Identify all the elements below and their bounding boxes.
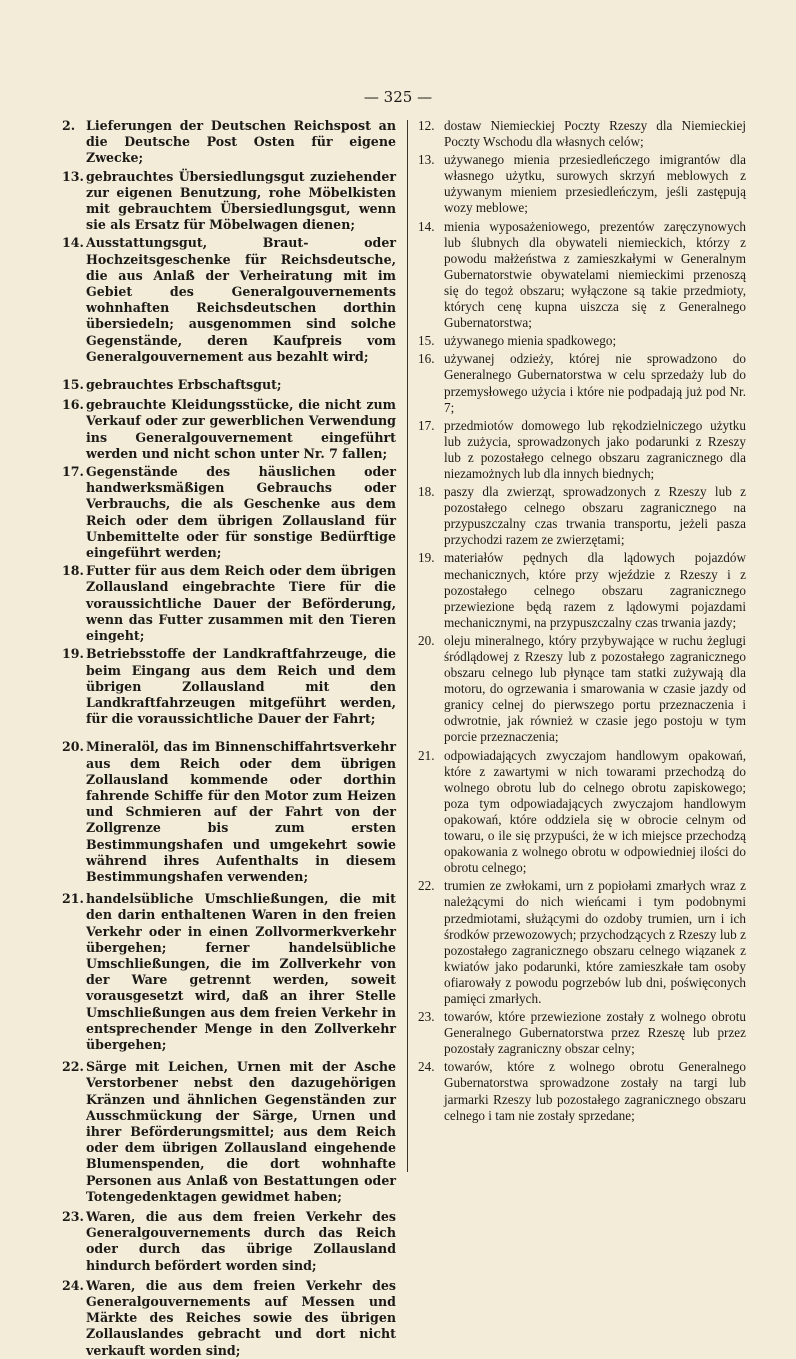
item-number: 24. [418, 1059, 435, 1075]
item-text: gebrauchtes Übersiedlungsgut zuziehender zur eigenen Benutzung, rohe Möbelkisten mit gebrauchtem Übersiedlungsgut, wenn sie als Ersatz für Möbelwagen dienen; [86, 168, 396, 233]
german-item-14 [62, 235, 396, 365]
item-number: 14. [62, 235, 84, 251]
item-number: 13. [418, 152, 435, 168]
item-number: 22. [62, 1059, 84, 1075]
item-text: Betriebsstoffe der Landkraftfahrzeuge, die beim Eingang aus dem Reich und dem übrigen Zollausland mit den Landkraftfahrzeugen mitgeführt werden, für die voraussichtliche Dauer der Fahrt; [86, 646, 396, 727]
german-item-23 [62, 1209, 396, 1274]
polish-column [418, 118, 746, 1124]
item-text: używanego mienia przesiedleńczego imigrantów dla własnego użytku, surowych skrzyń meblowych z używanym mieniem przesiedleńczym, jeśli zastępują wozy meblowe; [444, 152, 746, 216]
item-text: handelsübliche Umschließungen, die mit den darin enthaltenen Waren in den freien Verkehr oder in einen Zollvormerkverkehr übergehen; ferner handelsübliche Umschließungen, die im Zollverkehr von der Ware getrennt werden, soweit vorausgesetzt wird, daß an ihrer Stelle Umschließungen aus dem freien Verkehr in entsprechender Menge in den Zollverkehr übergehen; [86, 891, 396, 1052]
item-text: przedmiotów domowego lub rękodzielniczego użytku lub zużycia, sprowadzonych jako podarunki z Rzeszy lub z pozostałego celnego obszaru zagranicznego dla niezamożnych lub dla innych biednych; [444, 417, 746, 481]
item-text: Ausstattungsgut, Braut- oder Hochzeitsgeschenke für Reichsdeutsche, die aus Anlaß der Verheiratung mit im Gebiet des Generalgouvernements wohnhaften Reichsdeutschen dorthin übersiedeln; ausgenommen sind solche Gegenstände, deren Kaufpreis vom Generalgouvernement aus bezahlt wird; [86, 235, 396, 364]
polish-item-22 [418, 878, 746, 1007]
polish-item-16 [418, 351, 746, 415]
polish-item-20 [418, 633, 746, 746]
item-text: towarów, które z wolnego obrotu Generalnego Gubernatorstwa sprowadzone zostały na targi lub jarmarki Rzeszy lub pozostałego zagranicznego obszaru celnego i tam nie zostały sprzedane; [444, 1059, 746, 1123]
item-number: 22. [418, 878, 435, 894]
item-number: 23. [62, 1209, 84, 1224]
item-number: 13. [62, 168, 84, 184]
item-number: 16. [418, 351, 435, 367]
item-text: mienia wyposażeniowego, prezentów zaręczynowych lub ślubnych dla obywateli niemieckich, którzy z powodu małżeństwa z zamieszkałymi w Generalnym Gubernatorstwie obywatelami niemieckimi przenoszą się do tegoż obszaru; wyłączone są takie przedmioty, których cenę kupna uiszcza się z Generalnego Gubernatorstwa; [444, 218, 746, 331]
item-text: Waren, die aus dem freien Verkehr des Generalgouvernements auf Messen und Märkte des Reiches sowie des übrigen Zollauslandes gebracht und dort nicht verkauft worden sind; [86, 1277, 396, 1358]
item-text: Gegenstände des häuslichen oder handwerksmäßigen Gebrauchs oder Verbrauchs, die als Geschenke aus dem Reich oder dem übrigen Zollausland für Unbemittelte oder für sonstige Bedürftige eingeführt werden; [86, 464, 396, 561]
item-number: 19. [62, 646, 84, 662]
polish-item-14 [418, 219, 746, 332]
polish-item-24 [418, 1059, 746, 1123]
item-text: materiałów pędnych dla lądowych pojazdów mechanicznych, które przy wjeździe z Rzeszy i z pozostałego celnego obszaru zagranicznego przewiezione będą razem z lądowymi pojazdami mechanicznymi, na przypuszczalny czas trwania jazdy; [444, 550, 746, 630]
item-text: używanej odzieży, której nie sprowadzono do Generalnego Gubernatorstwa w celu sprzedaży lub do przemysłowego użycia i które nie podpadają już pod Nr. 7; [444, 351, 746, 415]
german-item-19 [62, 646, 396, 727]
item-text: odpowiadających zwyczajom handlowym opakowań, które z zawartymi w nich towarami przechodzą do wolnego obrotu lub do celnego obrotu zapiskowego; poza tym odpowiadających zwyczajom handlowym opakowań, które oddziela się w obrocie celnym od towaru, o ile się przypuści, że w ich miejsce przechodzą opakowania z wolnego obrotu w odpowiedniej ilości do obrotu celnego; [444, 747, 746, 876]
item-number: 17. [418, 417, 435, 433]
item-number: 18. [62, 563, 84, 579]
german-item-12 [62, 118, 396, 167]
item-number: 12. [418, 118, 435, 133]
german-item-18 [62, 563, 396, 644]
item-text: gebrauchte Kleidungsstücke, die nicht zum Verkauf oder zur gewerblichen Verwendung ins Generalgouvernement eingeführt werden und nicht schon unter Nr. 7 fallen; [86, 397, 396, 461]
item-number: 17. [62, 464, 84, 480]
item-number: 20. [418, 632, 435, 648]
german-item-15 [62, 377, 396, 393]
item-number: 15. [62, 377, 84, 393]
polish-item-23 [418, 1009, 746, 1057]
item-text: gebrauchtes Erbschaftsgut; [86, 377, 282, 393]
item-text: używanego mienia spadkowego; [444, 333, 617, 349]
german-item-20 [62, 739, 396, 885]
polish-item-18 [418, 484, 746, 548]
item-number: 20. [62, 739, 84, 755]
item-text: oleju mineralnego, który przybywające w ruchu żeglugi śródlądowej z Rzeszy lub z pozostałego zagranicznego obszaru celnego lub płynące tam statki zużywają dla motoru, do ogrzewania i smarowania w czasie jazdy od granicy celnej do pierwszego portu przeznaczenia i odwrotnie, jak również w czasie jego postoju w tym porcie przeznaczenia; [444, 632, 746, 745]
german-item-16 [62, 397, 396, 462]
item-text: Futter für aus dem Reich oder dem übrigen Zollausland eingebrachte Tiere für die voraussichtliche Dauer der Beförderung, wenn das Futter zusammen mit den Tieren eingeht; [86, 563, 396, 644]
german-item-17 [62, 464, 396, 561]
item-number: 23. [418, 1009, 435, 1025]
item-text: Lieferungen der Deutschen Reichspost an die Deutsche Post Osten für eigene Zwecke; [86, 118, 396, 166]
item-text: Waren, die aus dem freien Verkehr des Generalgouvernements durch das Reich oder durch das übrige Zollausland hindurch befördert worden sind; [86, 1209, 396, 1273]
item-text: Mineralöl, das im Binnenschiffahrtsverkehr aus dem Reich oder dem übrigen Zollausland kommende oder dorthin fahrende Schiffe für den Motor zum Heizen und Schmieren auf der Fahrt von der Zollgrenze bis zum ersten Bestimmungshafen und umgekehrt sowie während ihres Aufenthalts in diesem Bestimmungshafen verwenden; [86, 739, 396, 884]
item-number: 19. [418, 550, 435, 566]
german-item-13 [62, 169, 396, 234]
item-number: 15. [418, 333, 435, 349]
item-text: paszy dla zwierząt, sprowadzonych z Rzeszy lub z pozostałego celnego obszaru zagranicznego na przypuszczalny czas trwania transportu, jeżeli pasza przychodzi razem ze zwierzętami; [444, 484, 746, 548]
polish-item-21 [418, 748, 746, 877]
item-number: 14. [418, 218, 435, 234]
polish-item-13 [418, 152, 746, 216]
item-text: dostaw Niemieckiej Poczty Rzeszy dla Niemieckiej Poczty Wschodu dla własnych celów; [444, 118, 746, 150]
column-divider [407, 120, 408, 1172]
german-item-22 [62, 1059, 396, 1205]
item-number: 21. [62, 891, 84, 907]
german-item-21 [62, 891, 396, 1053]
item-number: 24. [62, 1277, 84, 1293]
item-number: 18. [418, 484, 435, 500]
polish-item-15 [418, 333, 746, 349]
item-text: towarów, które przewiezione zostały z wolnego obrotu Generalnego Gubernatorstwa przez Rzeszę lub przez pozostały zagraniczny obszar celny; [444, 1009, 746, 1057]
item-number: 2. [62, 118, 76, 133]
item-text: trumien ze zwłokami, urn z popiołami zmarłych wraz z należącymi do nich wieńcami i tym podobnymi przedmiotami, służącymi do ozdoby trumien, urn i ich środków przewozowych; przychodzących z Rzeszy lub z pozostałego zagranicznego obszaru celnego wiązanek z kwiatów jako podarunki, które zamieszkałe tam osoby ofiarowały z powodu pogrzebów lub dni, poświęconych pamięci zmarłych. [444, 878, 746, 1006]
polish-item-12 [418, 118, 746, 150]
polish-item-17 [418, 418, 746, 482]
german-column [62, 118, 396, 1359]
german-item-24 [62, 1278, 396, 1359]
page-number: — 325 — [363, 88, 433, 106]
item-text: Särge mit Leichen, Urnen mit der Asche Verstorbener nebst den dazugehörigen Kränzen und ähnlichen Gegenständen zur Ausschmückung der Särge, Urnen und ihrer Beförderungsmittel; aus dem Reich oder dem übrigen Zollausland eingehende Blumenspenden, die dort wohnhafte Personen aus Anlaß von Bestattungen oder Totengedenktagen gewidmet haben; [86, 1059, 396, 1204]
polish-item-19 [418, 550, 746, 630]
item-number: 21. [418, 747, 435, 763]
item-number: 16. [62, 397, 84, 413]
